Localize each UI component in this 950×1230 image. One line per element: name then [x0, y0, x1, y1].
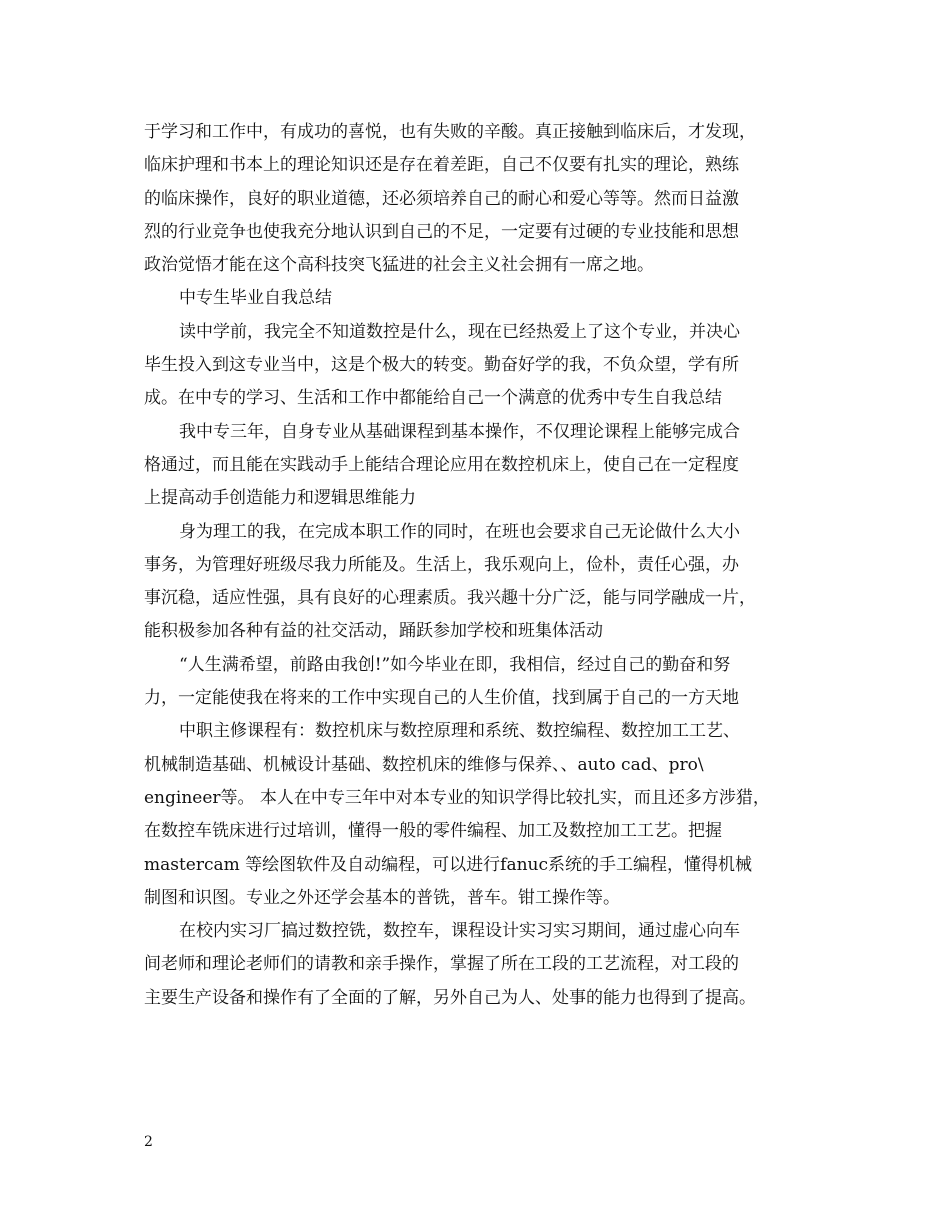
text-line: mastercam 等绘图软件及自动编程，可以进行fanuc系统的手工编程，懂得机械 [144, 854, 753, 875]
text-line: engineer等。 本人在中专三年中对本专业的知识学得比较扎实，而且还多方涉猎， [144, 787, 770, 808]
text-line: 力，一定能使我在将来的工作中实现自己的人生价值，找到属于自己的一方天地 [144, 688, 739, 709]
section-heading: 中专生毕业自我总结 [179, 288, 332, 309]
text-line: 烈的行业竞争也使我充分地认识到自己的不足，一定要有过硬的专业技能和思想 [144, 221, 739, 242]
text-line: 于学习和工作中，有成功的喜悦，也有失败的辛酸。真正接触到临床后，才发现， [144, 122, 756, 142]
document-body [144, 116, 834, 1015]
text-line: 能积极参加各种有益的社交活动，踊跃参加学校和班集体活动 [144, 621, 603, 642]
text-line: 临床护理和书本上的理论知识还是存在着差距，自己不仅要有扎实的理论，熟练 [144, 155, 739, 176]
text-line: 事沉稳，适应性强，具有良好的心理素质。我兴趣十分广泛，能与同学融成一片， [144, 588, 756, 609]
text-line: 的临床操作，良好的职业道德，还必须培养自己的耐心和爱心等等。然而日益激 [144, 188, 739, 209]
text-line: 政治觉悟才能在这个高科技突飞猛进的社会主义社会拥有一席之地。 [144, 255, 654, 276]
text-line: “人生满希望，前路由我创!”如今毕业在即，我相信，经过自己的勤奋和努 [179, 654, 731, 675]
text-line: 间老师和理论老师们的请教和亲手操作，掌握了所在工段的工艺流程，对工段的 [144, 954, 739, 975]
text-line: 机械制造基础、机械设计基础、数控机床的维修与保养、、auto cad、pro\ [144, 754, 704, 775]
text-line: 事务，为管理好班级尽我力所能及。生活上，我乐观向上，俭朴，责任心强，办 [144, 554, 739, 575]
text-line: 中职主修课程有：数控机床与数控原理和系统、数控编程、数控加工工艺、 [179, 721, 740, 742]
text-line: 主要生产设备和操作有了全面的了解，另外自己为人、处事的能力也得到了提高。 [144, 987, 756, 1008]
text-line: 身为理工的我，在完成本职工作的同时，在班也会要求自己无论做什么大小 [179, 521, 740, 542]
text-line: 读中学前，我完全不知道数控是什么，现在已经热爱上了这个专业，并决心 [179, 321, 740, 342]
text-line: 成。在中专的学习、生活和工作中都能给自己一个满意的优秀中专生自我总结 [144, 388, 722, 409]
page-number: 2 [144, 1134, 153, 1150]
text-line: 我中专三年，自身专业从基础课程到基本操作，不仅理论课程上能够完成合 [179, 421, 740, 442]
text-line: 在数控车铣床进行过培训，懂得一般的零件编程、加工及数控加工工艺。把握 [144, 821, 722, 842]
text-line: 格通过，而且能在实践动手上能结合理论应用在数控机床上，使自己在一定程度 [144, 454, 739, 475]
text-line: 制图和识图。专业之外还学会基本的普铣，普车。钳工操作等。 [144, 887, 620, 908]
text-line: 毕生投入到这专业当中，这是个极大的转变。勤奋好学的我，不负众望，学有所 [144, 355, 739, 376]
text-line: 上提高动手创造能力和逻辑思维能力 [144, 488, 416, 509]
text-line: 在校内实习厂搞过数控铣，数控车，课程设计实习实习期间，通过虚心向车 [179, 921, 740, 942]
